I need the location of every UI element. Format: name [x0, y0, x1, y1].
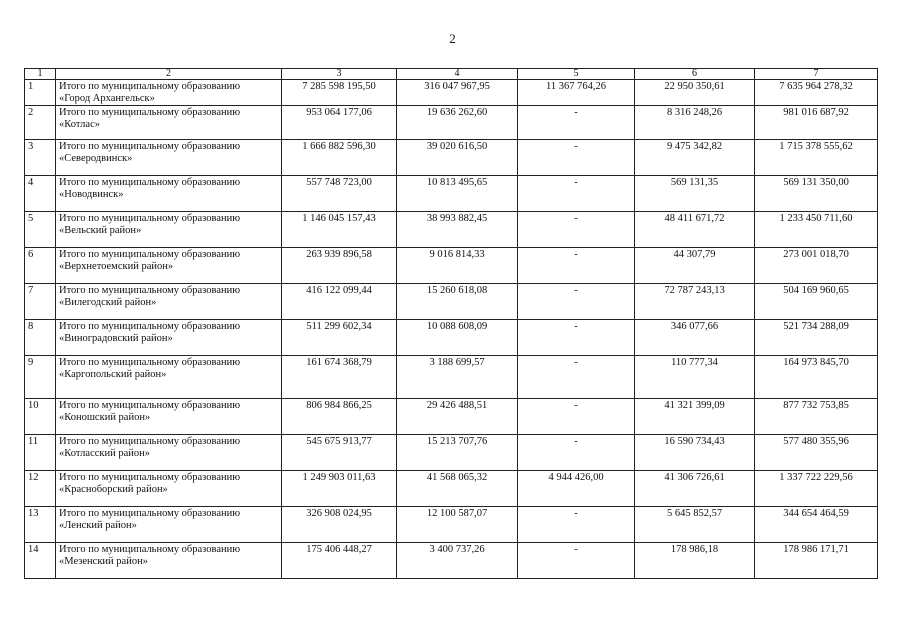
table-row — [25, 435, 878, 471]
municipality-name-line2: «Котласский район» — [59, 447, 151, 459]
row-number: 4 — [25, 176, 56, 212]
value-cell-c7: 1 715 378 555,62 — [755, 140, 878, 176]
value-cell-c5: - — [518, 284, 635, 320]
column-header: 2 — [56, 69, 282, 80]
value-cell-c4: 10 813 495,65 — [397, 176, 518, 212]
municipality-name-line1: Итого по муниципальному образованию — [59, 249, 241, 260]
table-row — [25, 176, 878, 212]
table-row — [25, 284, 878, 320]
value-cell-c4: 12 100 587,07 — [397, 507, 518, 543]
value-cell-c5: - — [518, 106, 635, 140]
value-cell-c4: 3 400 737,26 — [397, 543, 518, 579]
value-cell-c7: 273 001 018,70 — [755, 248, 878, 284]
value-cell-c6: 41 306 726,61 — [635, 471, 755, 507]
value-cell-c4: 15 213 707,76 — [397, 435, 518, 471]
municipality-name-line1: Итого по муниципальному образованию — [59, 400, 241, 411]
table-row — [25, 471, 878, 507]
row-number: 9 — [25, 356, 56, 399]
value-cell-c7: 1 337 722 229,56 — [755, 471, 878, 507]
column-header: 5 — [518, 69, 635, 80]
value-cell-c6: 72 787 243,13 — [635, 284, 755, 320]
value-cell-c6: 16 590 734,43 — [635, 435, 755, 471]
municipality-name — [56, 106, 282, 140]
value-cell-c5: - — [518, 212, 635, 248]
value-cell-c4: 10 088 608,09 — [397, 320, 518, 356]
table-row — [25, 320, 878, 356]
municipality-name — [56, 320, 282, 356]
table-row — [25, 140, 878, 176]
table-row — [25, 212, 878, 248]
municipality-name-line2: «Коношский район» — [59, 411, 151, 423]
value-cell-c6: 41 321 399,09 — [635, 399, 755, 435]
row-number: 13 — [25, 507, 56, 543]
municipality-name-line2: «Вилегодский район» — [59, 296, 157, 308]
table-row — [25, 507, 878, 543]
column-header: 6 — [635, 69, 755, 80]
value-cell-c7: 7 635 964 278,32 — [755, 80, 878, 106]
value-cell-c5: - — [518, 320, 635, 356]
municipality-name — [56, 471, 282, 507]
table-row — [25, 543, 878, 579]
value-cell-c7: 877 732 753,85 — [755, 399, 878, 435]
value-cell-c6: 569 131,35 — [635, 176, 755, 212]
municipality-name-line1: Итого по муниципальному образованию — [59, 81, 241, 92]
value-cell-c6: 5 645 852,57 — [635, 507, 755, 543]
value-cell-c4: 9 016 814,33 — [397, 248, 518, 284]
value-cell-c7: 1 233 450 711,60 — [755, 212, 878, 248]
municipality-name-line1: Итого по муниципальному образованию — [59, 141, 241, 152]
municipality-name-line1: Итого по муниципальному образованию — [59, 321, 241, 332]
value-cell-c7: 521 734 288,09 — [755, 320, 878, 356]
municipality-name-line2: «Мезенский район» — [59, 555, 148, 567]
value-cell-c6: 346 077,66 — [635, 320, 755, 356]
municipality-name-line2: «Город Архангельск» — [59, 92, 155, 104]
municipality-name — [56, 80, 282, 106]
value-cell-c5: - — [518, 507, 635, 543]
value-cell-c7: 164 973 845,70 — [755, 356, 878, 399]
value-cell-c3: 511 299 602,34 — [282, 320, 397, 356]
row-number: 14 — [25, 543, 56, 579]
value-cell-c4: 29 426 488,51 — [397, 399, 518, 435]
table-row — [25, 399, 878, 435]
value-cell-c7: 178 986 171,71 — [755, 543, 878, 579]
column-header: 7 — [755, 69, 878, 80]
value-cell-c3: 326 908 024,95 — [282, 507, 397, 543]
value-cell-c7: 344 654 464,59 — [755, 507, 878, 543]
value-cell-c3: 1 666 882 596,30 — [282, 140, 397, 176]
column-header: 1 — [25, 69, 56, 80]
value-cell-c4: 316 047 967,95 — [397, 80, 518, 106]
value-cell-c7: 577 480 355,96 — [755, 435, 878, 471]
municipality-name-line2: «Вельский район» — [59, 224, 142, 236]
value-cell-c5: - — [518, 176, 635, 212]
page-number: 2 — [449, 31, 456, 46]
municipality-name-line1: Итого по муниципальному образованию — [59, 357, 241, 368]
row-number: 8 — [25, 320, 56, 356]
value-cell-c6: 178 986,18 — [635, 543, 755, 579]
value-cell-c5: - — [518, 543, 635, 579]
value-cell-c4: 41 568 065,32 — [397, 471, 518, 507]
value-cell-c3: 1 249 903 011,63 — [282, 471, 397, 507]
value-cell-c6: 9 475 342,82 — [635, 140, 755, 176]
value-cell-c4: 15 260 618,08 — [397, 284, 518, 320]
municipality-name — [56, 435, 282, 471]
value-cell-c7: 504 169 960,65 — [755, 284, 878, 320]
value-cell-c6: 8 316 248,26 — [635, 106, 755, 140]
municipality-name-line2: «Ленский район» — [59, 519, 137, 531]
municipality-name-line2: «Котлас» — [59, 118, 100, 130]
value-cell-c3: 416 122 099,44 — [282, 284, 397, 320]
row-number: 3 — [25, 140, 56, 176]
row-number: 5 — [25, 212, 56, 248]
municipal-totals-table — [24, 68, 878, 579]
value-cell-c3: 557 748 723,00 — [282, 176, 397, 212]
municipality-name — [56, 543, 282, 579]
municipality-name-line2: «Северодвинск» — [59, 152, 133, 164]
value-cell-c3: 806 984 866,25 — [282, 399, 397, 435]
value-cell-c4: 19 636 262,60 — [397, 106, 518, 140]
municipality-name — [56, 248, 282, 284]
municipality-name-line1: Итого по муниципальному образованию — [59, 544, 241, 555]
municipality-name-line1: Итого по муниципальному образованию — [59, 508, 241, 519]
row-number: 1 — [25, 80, 56, 106]
column-number-row — [25, 69, 878, 80]
value-cell-c6: 110 777,34 — [635, 356, 755, 399]
value-cell-c7: 981 016 687,92 — [755, 106, 878, 140]
municipality-name-line1: Итого по муниципальному образованию — [59, 107, 241, 118]
value-cell-c7: 569 131 350,00 — [755, 176, 878, 212]
municipality-name-line2: «Красноборский район» — [59, 483, 168, 495]
value-cell-c6: 22 950 350,61 — [635, 80, 755, 106]
value-cell-c6: 44 307,79 — [635, 248, 755, 284]
row-number: 11 — [25, 435, 56, 471]
table-row — [25, 248, 878, 284]
municipality-name-line1: Итого по муниципальному образованию — [59, 177, 241, 188]
table-row — [25, 80, 878, 106]
value-cell-c5: - — [518, 248, 635, 284]
table-row — [25, 356, 878, 399]
municipality-name — [56, 356, 282, 399]
municipality-name — [56, 507, 282, 543]
value-cell-c3: 7 285 598 195,50 — [282, 80, 397, 106]
value-cell-c5: - — [518, 356, 635, 399]
row-number: 10 — [25, 399, 56, 435]
value-cell-c3: 1 146 045 157,43 — [282, 212, 397, 248]
value-cell-c4: 3 188 699,57 — [397, 356, 518, 399]
value-cell-c3: 545 675 913,77 — [282, 435, 397, 471]
municipality-name — [56, 140, 282, 176]
value-cell-c4: 38 993 882,45 — [397, 212, 518, 248]
municipality-name — [56, 212, 282, 248]
value-cell-c5: - — [518, 435, 635, 471]
value-cell-c3: 953 064 177,06 — [282, 106, 397, 140]
row-number: 2 — [25, 106, 56, 140]
value-cell-c3: 263 939 896,58 — [282, 248, 397, 284]
row-number: 12 — [25, 471, 56, 507]
value-cell-c4: 39 020 616,50 — [397, 140, 518, 176]
table-row — [25, 106, 878, 140]
municipality-name — [56, 399, 282, 435]
municipality-name-line2: «Новодвинск» — [59, 188, 124, 200]
municipality-name-line1: Итого по муниципальному образованию — [59, 285, 241, 296]
column-header: 4 — [397, 69, 518, 80]
municipality-name-line2: «Каргопольский район» — [59, 368, 167, 380]
value-cell-c5: - — [518, 140, 635, 176]
row-number: 6 — [25, 248, 56, 284]
value-cell-c5: - — [518, 399, 635, 435]
municipality-name-line2: «Верхнетоемский район» — [59, 260, 174, 272]
value-cell-c5: 4 944 426,00 — [518, 471, 635, 507]
column-header: 3 — [282, 69, 397, 80]
municipality-name-line1: Итого по муниципальному образованию — [59, 472, 241, 483]
municipality-name — [56, 284, 282, 320]
municipality-name-line1: Итого по муниципальному образованию — [59, 436, 241, 447]
row-number: 7 — [25, 284, 56, 320]
value-cell-c5: 11 367 764,26 — [518, 80, 635, 106]
municipality-name-line2: «Виноградовский район» — [59, 332, 173, 344]
value-cell-c6: 48 411 671,72 — [635, 212, 755, 248]
municipality-name-line1: Итого по муниципальному образованию — [59, 213, 241, 224]
municipality-name — [56, 176, 282, 212]
value-cell-c3: 161 674 368,79 — [282, 356, 397, 399]
value-cell-c3: 175 406 448,27 — [282, 543, 397, 579]
